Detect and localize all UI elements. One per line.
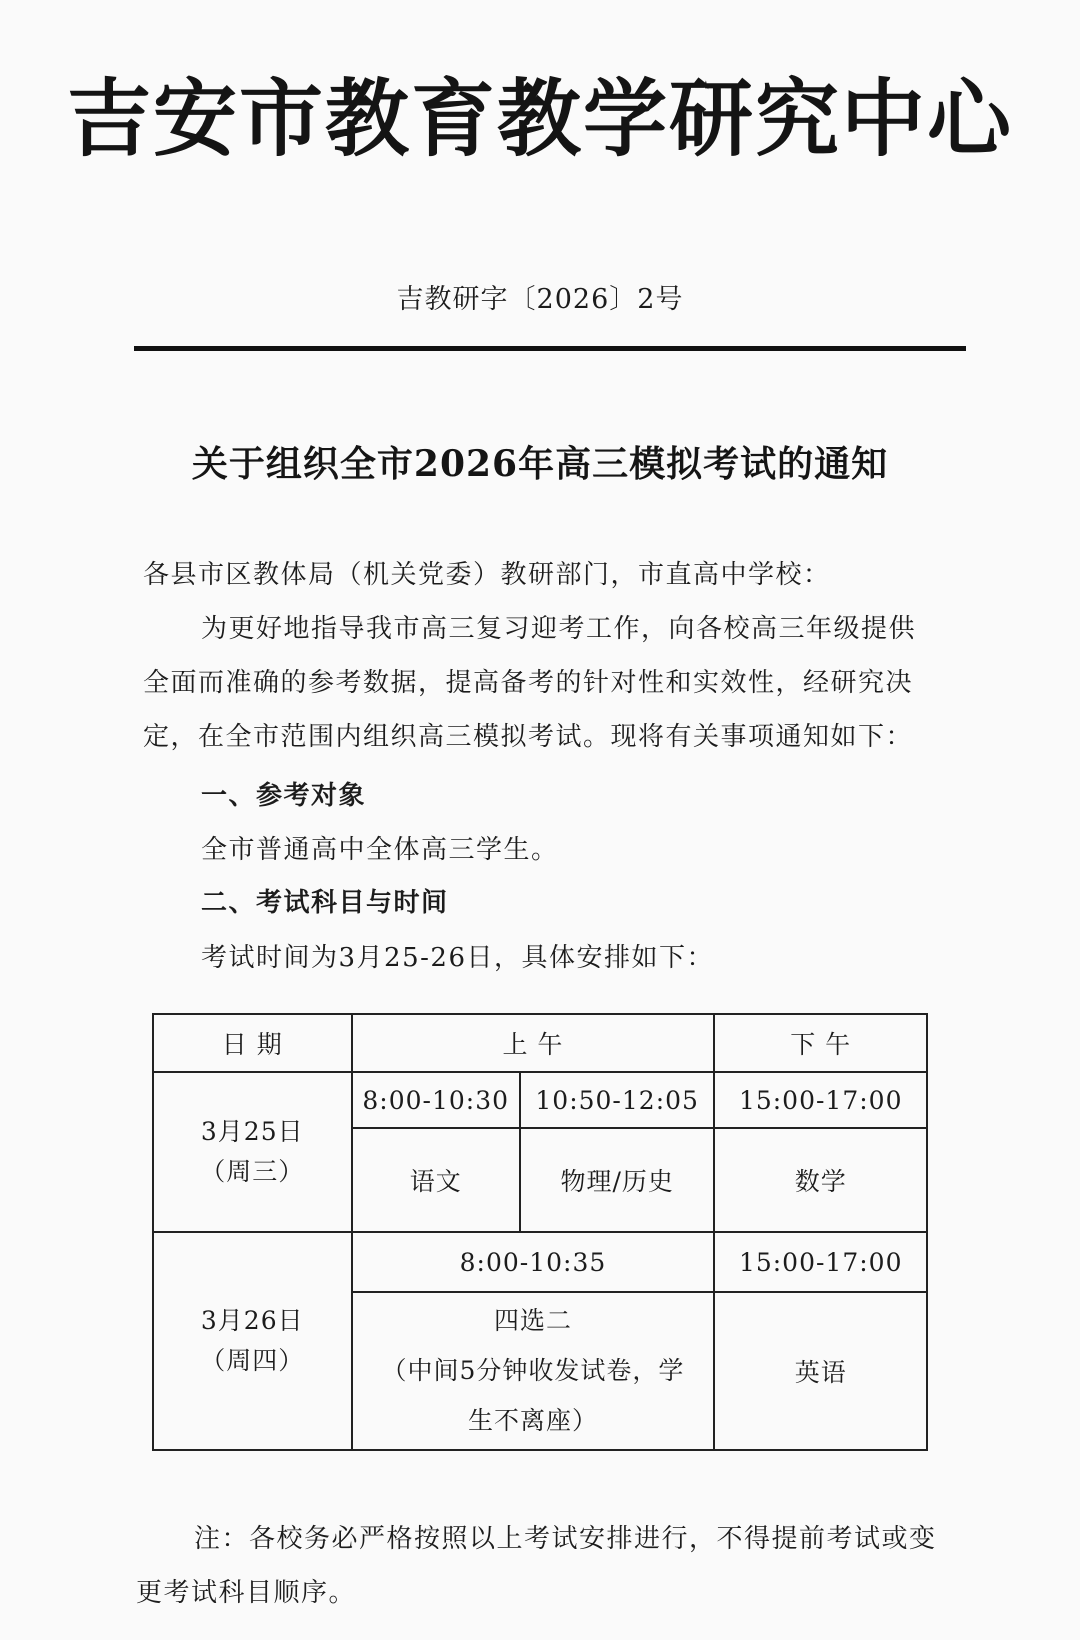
- day1-weekday: （周三）: [200, 1157, 305, 1186]
- day1-date: 3月25日: [200, 1117, 304, 1146]
- day2-date: 3月26日: [200, 1306, 304, 1335]
- table-header-row: [153, 1014, 927, 1072]
- header-afternoon: 下 午: [714, 1014, 927, 1072]
- section-2-heading: 二、考试科目与时间: [201, 888, 449, 918]
- day2-weekday: （周四）: [200, 1346, 305, 1375]
- header-morning: 上 午: [352, 1014, 715, 1072]
- day1-date-cell: [153, 1072, 352, 1232]
- day1-am-subject-1: 语文: [352, 1128, 520, 1232]
- header-date: 日 期: [153, 1014, 352, 1072]
- section-1-text: 全市普通高中全体高三学生。: [201, 835, 559, 865]
- day1-pm-subject: 数学: [714, 1128, 927, 1232]
- header-divider: [134, 346, 966, 351]
- day1-am-time-2: 10:50-12:05: [520, 1072, 715, 1128]
- day2-date-cell: [153, 1232, 352, 1450]
- day2-am-subject-line3: 生不离座）: [467, 1406, 598, 1435]
- table-row: [153, 1072, 927, 1128]
- intro-paragraph: 为更好地指导我市高三复习迎考工作，向各校高三年级提供全面而准确的参考数据，提高备考的针对性和实效性，经研究决定，在全市范围内组织高三模拟考试。现将有关事项通知如下：: [143, 614, 917, 752]
- footnote: 注：各校务必严格按照以上考试安排进行，不得提前考试或变更考试科目顺序。: [136, 1524, 937, 1608]
- day2-pm-subject: 英语: [714, 1292, 927, 1450]
- table-row: [153, 1232, 927, 1292]
- day1-pm-time: 15:00-17:00: [714, 1072, 927, 1128]
- section-2-text: 考试时间为3月25-26日，具体安排如下：: [201, 943, 714, 973]
- document-number: 吉教研字〔2026〕2号: [396, 284, 684, 315]
- day2-am-time: 8:00-10:35: [352, 1232, 715, 1292]
- section-1-heading: 一、参考对象: [201, 781, 367, 811]
- day2-am-subject-line2: （中间5分钟收发试卷，学: [381, 1356, 685, 1385]
- org-title: 吉安市教育教学研究中心: [66, 70, 1013, 168]
- day2-am-subject: [352, 1292, 715, 1450]
- recipient-line: 各县市区教体局（机关党委）教研部门，市直高中学校：: [143, 560, 831, 590]
- day1-am-time-1: 8:00-10:30: [352, 1072, 520, 1128]
- day2-am-subject-line1: 四选二: [493, 1306, 572, 1335]
- day1-am-subject-2: 物理/历史: [520, 1128, 715, 1232]
- notice-title: 关于组织全市2026年高三模拟考试的通知: [191, 443, 889, 485]
- exam-schedule-table: [152, 1013, 928, 1451]
- day2-pm-time: 15:00-17:00: [714, 1232, 927, 1292]
